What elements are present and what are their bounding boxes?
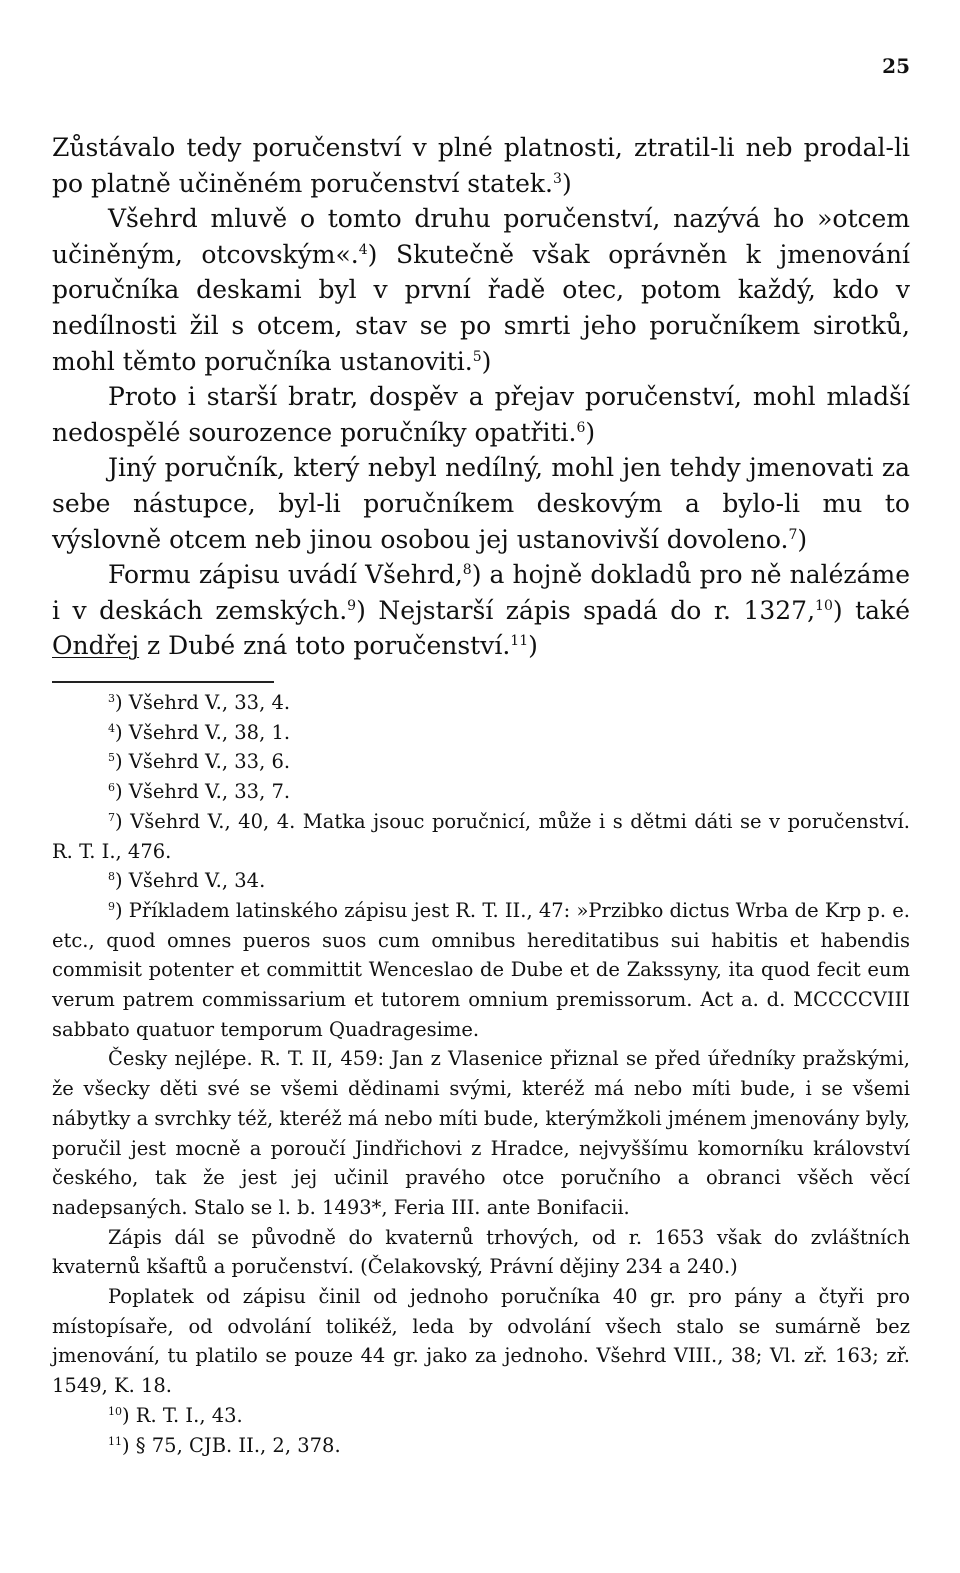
paragraph-5: Formu zápisu uvádí Všehrd,$^8$) a hojně dokladů pro ně nalézáme i v deskách zemských.$^9$) Nejstarší zápis spadá do r. 1327,10) také Ondřej z Dubé zná toto poručenství.$^{11}$)	[52, 560, 910, 661]
footnote-8: $^8$) Všehrd V., 34.	[108, 869, 266, 893]
underlined-name: Ondřej	[52, 631, 140, 661]
footnote-divider	[52, 681, 274, 683]
footnote-7: $^7$) Všehrd V., 40, 4. Matka jsouc poručnicí, může i s dětmi dáti se v poručenství. R. T. I., 476.	[52, 809, 910, 863]
page-number: 25	[882, 54, 910, 78]
footnote-4: $^4$) Všehrd V., 38, 1.	[108, 720, 291, 744]
footnote-9: $^9$) Příkladem latinského zápisu jest R. T. II., 47: »Przibko dictus Wrba de Krp p. e. etc., quod omnes pueros suos cum omnibus hereditatibus sui habitis et habendis commisit potenter et committit Wenceslao de Dube et de Zakssyny, ita quod fecit eum verum patrem commissarium et tutorem omnium premissorum. Act a. d. MCCCCVIII sabbato quatuor temporum Quadragesime.	[52, 898, 911, 1041]
footnote-9-czech-example: Česky nejlépe. R. T. II, 459: Jan z Vlasenice přiznal se před úředníky pražskými, že všecky děti své se všemi dědinami svými, kteréž má nebo míti bude, i se všemi nábytky a svrchky též, kteréž má nebo míti bude, kterýmžkoli jménem jmenovány byly, poručil jest mocně a poroučí Jindřichovi z Hradce, nejvyššímu komorníku království českého, tak že jest jej učinil pravého otce poručního a obranci všěch věcí nadepsaných. Stalo se l. b. 1493*, Feria III. ante Bonifacii.	[52, 1047, 910, 1219]
footnote-6: $^6$) Všehrd V., 33, 7.	[108, 780, 291, 804]
footnote-ref: 7	[788, 526, 798, 543]
paragraph-4: Jiný poručník, který nebyl nedílný, mohl jen tehdy jmenovati za sebe nástupce, byl-li poručníkem deskovým a bylo-li mu to výslovně otcem neb jinou osobou jej ustanovivší dovoleno.$^7$)	[52, 453, 910, 554]
footnotes	[52, 688, 910, 1460]
footnote-ref: 4	[358, 241, 368, 258]
footnote-ref: 6	[576, 419, 586, 436]
footnote-ref: 9	[347, 597, 357, 614]
footnote-9-fee-note: Poplatek od zápisu činil od jednoho poručníka 40 gr. pro pány a čtyři pro místopísaře, od odvolání tolikéž, leda by odvolání všech stalo se sumárně bez jmenování, tu platilo se pouze 44 gr. jako za jednoho. Všehrd VIII., 38; Vl. zř. 163; zř. 1549, K. 18.	[52, 1285, 910, 1398]
footnote-ref: 11	[510, 633, 529, 650]
footnote-10: $^{10}$) R. T. I., 43.	[108, 1403, 243, 1427]
footnote-9-record-note: Zápis dál se původně do kvaternů trhových, od r. 1653 však do zvláštních kvaternů kšaftů a poručenství. (Čelakovský, Právní dějiny 234 a 240.)	[52, 1225, 910, 1279]
paragraph-1: Zůstávalo tedy poručenství v plné platnosti, ztratil-li neb prodal-li po platně učiněném poručenství statek.$^3$)	[52, 133, 910, 198]
paragraph-2: Všehrd mluvě o tomto druhu poručenství, nazývá ho »otcem učiněným, otcovským«.$^4$) Skutečně však oprávněn k jmenování poručníka deskami byl v první řadě otec, potom každý, kdo v nedílnosti žil s otcem, stav se po smrti jeho poručníkem sirotků, mohl těmto poručníka ustanoviti.$^5$)	[52, 204, 910, 376]
footnote-3: $^3$) Všehrd V., 33, 4.	[108, 691, 291, 714]
footnote-ref: 8	[462, 562, 472, 579]
main-text	[52, 130, 910, 664]
footnote-11: $^{11}$) § 75, CJB. II., 2, 378.	[108, 1433, 341, 1457]
footnote-ref: 10	[815, 597, 833, 614]
paragraph-3: Proto i starší bratr, dospěv a přejav poručenství, mohl mladší nedospělé sourozence poručníky opatřiti.$^6$)	[52, 382, 910, 447]
footnote-5: $^5$) Všehrd V., 33, 6.	[108, 750, 291, 774]
footnote-ref: 3	[553, 170, 562, 187]
footnote-ref: 5	[472, 348, 482, 365]
